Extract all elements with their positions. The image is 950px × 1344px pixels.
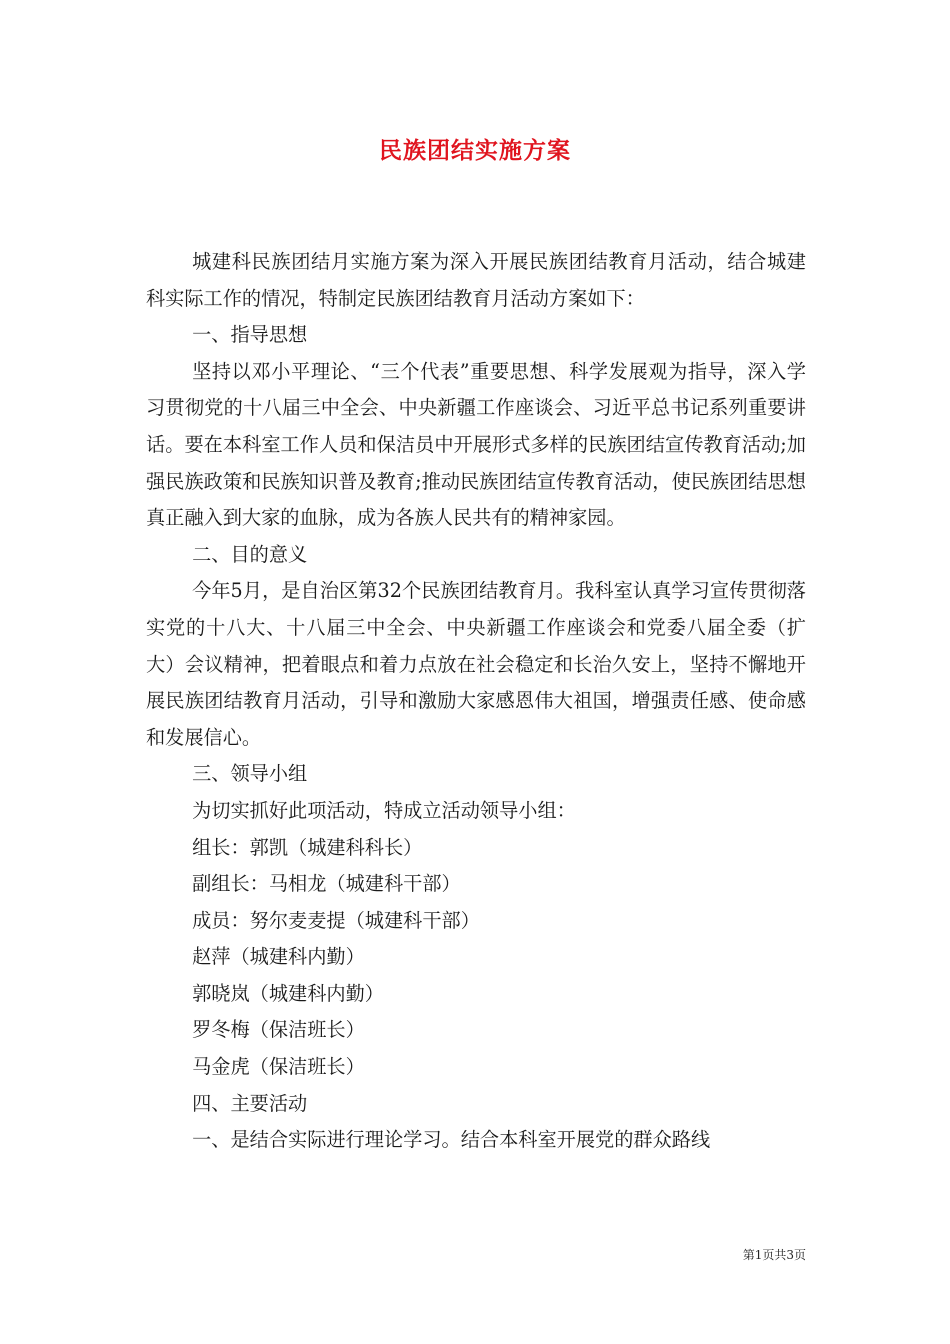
paragraph-leadership-intro: 为切实抓好此项活动，特成立活动领导小组：	[192, 798, 576, 822]
member-member-1: 成员：努尔麦麦提（城建科干部）	[192, 908, 480, 932]
paragraph-intro: 城建科民族团结月实施方案为深入开展民族团结教育月活动，结合城建科实际工作的情况，特制定民族团结教育月活动方案如下：	[146, 250, 806, 310]
heading-purpose: 二、目的意义	[192, 542, 308, 566]
member-leader: 组长：郭凯（城建科科长）	[192, 835, 423, 859]
paragraph-guiding-ideology: 坚持以邓小平理论、“三个代表”重要思想、科学发展观为指导，深入学习贯彻党的十八届三中全会、中央新疆工作座谈会、习近平总书记系列重要讲话。要在本科室工作人员和保洁员中开展形式多样的民族团结宣传教育活动;加强民族政策和民族知识普及教育;推动民族团结宣传教育活动，使民族团结思想真正融入到大家的血脉，成为各族人民共有的精神家园。	[146, 359, 806, 530]
heading-main-activities: 四、主要活动	[192, 1091, 308, 1115]
paragraph-activity-1: 一、是结合实际进行理论学习。结合本科室开展党的群众路线	[192, 1128, 711, 1152]
member-member-3: 郭晓岚（城建科内勤）	[192, 981, 384, 1005]
document-title: 民族团结实施方案	[379, 137, 571, 164]
member-member-2: 赵萍（城建科内勤）	[192, 945, 365, 969]
member-member-4: 罗冬梅（保洁班长）	[192, 1018, 365, 1042]
heading-guiding-ideology: 一、指导思想	[192, 323, 308, 347]
heading-leadership-group: 三、领导小组	[192, 762, 308, 786]
page-indicator: 第1页共3页	[742, 1248, 806, 1262]
member-member-5: 马金虎（保洁班长）	[192, 1055, 365, 1079]
member-deputy-leader: 副组长：马相龙（城建科干部）	[192, 872, 461, 896]
paragraph-purpose: 今年5月，是自治区第32个民族团结教育月。我科室认真学习宣传贯彻落实党的十八大、十八届三中全会、中央新疆工作座谈会和党委八届全委（扩大）会议精神，把着眼点和着力点放在社会稳定和长治久安上，坚持不懈地开展民族团结教育月活动，引导和激励大家感恩伟大祖国，增强责任感、使命感和发展信心。	[146, 579, 806, 749]
document-body	[146, 244, 806, 1159]
